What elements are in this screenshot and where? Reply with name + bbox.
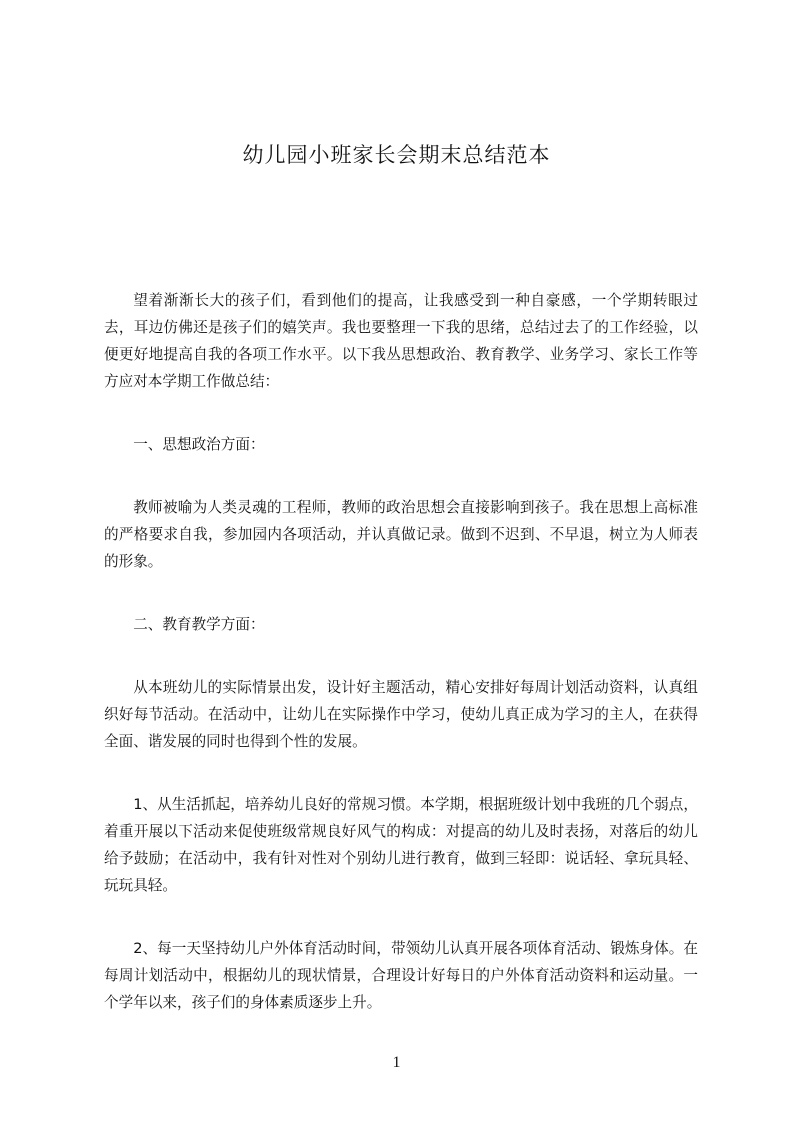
paragraph-item-2: 2、每一天坚持幼儿户外体育活动时间，带领幼儿认真开展各项体育活动、锻炼身体。在每周计划活动中，根据幼儿的现状情景，合理设计好每日的户外体育活动资料和运动量。一个学年以来，孩子们的身体素质逐步上升。 [104, 940, 698, 1011]
document-body [104, 287, 698, 1052]
paragraph-teaching: 从本班幼儿的实际情景出发，设计好主题活动，精心安排好每周计划活动资料，认真组织好每节活动。在活动中，让幼儿在实际操作中学习，使幼儿真正成为学习的主人，在获得全面、谐发展的同时也得到个性的发展。 [104, 679, 698, 750]
section-heading-politics: 一、思想政治方面： [133, 436, 265, 453]
page-number: 1 [392, 1054, 401, 1071]
paragraph-item-1: 1、从生活抓起，培养幼儿良好的常规习惯。本学期，根据班级计划中我班的几个弱点，着重开展以下活动来促使班级常规良好风气的构成：对提高的幼儿及时表扬，对落后的幼儿给予鼓励；在活动中，我有针对性对个别幼儿进行教育，做到三轻即：说话轻、拿玩具轻、玩玩具轻。 [104, 796, 698, 894]
section-heading-teaching: 二、教育教学方面： [133, 616, 265, 633]
document-title: 幼儿园小班家长会期末总结范本 [242, 143, 551, 167]
paragraph-intro: 望着渐渐长大的孩子们，看到他们的提高，让我感受到一种自豪感，一个学期转眼过去，耳边仿佛还是孩子们的嬉笑声。我也要整理一下我的思绪，总结过去了的工作经验，以便更好地提高自我的各项工作水平。以下我丛思想政治、教育教学、业务学习、家长工作等方应对本学期工作做总结： [104, 292, 698, 390]
paragraph-politics: 教师被喻为人类灵魂的工程师，教师的政治思想会直接影响到孩子。我在思想上高标准的严格要求自我，参加园内各项活动，并认真做记录。做到不迟到、不早退，树立为人师表的形象。 [104, 499, 698, 570]
